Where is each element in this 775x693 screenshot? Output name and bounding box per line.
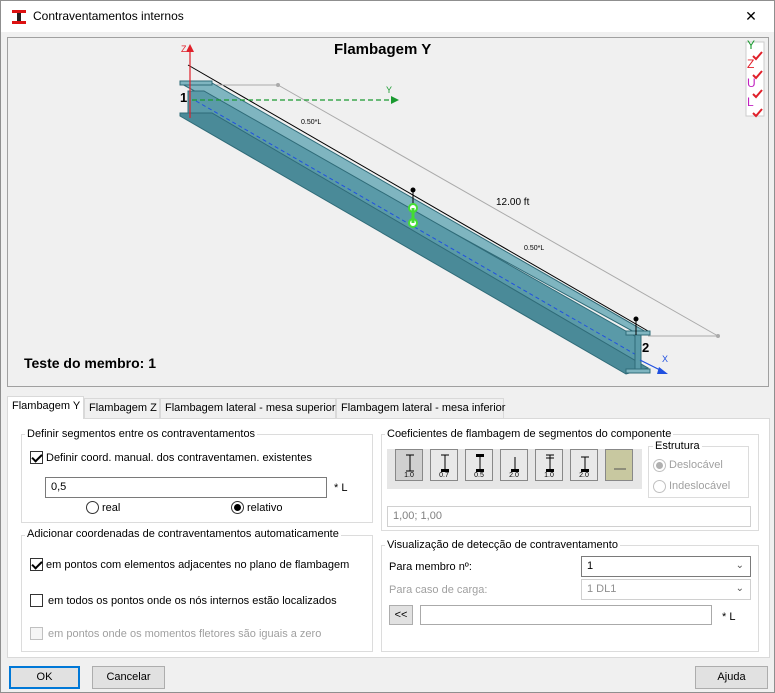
member-label: Para membro nº: xyxy=(389,561,472,573)
internal-nodes-label: em todos os pontos onde os nós internos estão localizados xyxy=(48,595,337,607)
radio-relative-label: relativo xyxy=(247,502,283,514)
coef-button-5[interactable]: 1.0 xyxy=(535,449,563,481)
coef-result-field: 1,00; 1,00 xyxy=(387,506,751,527)
manual-coords-label: Definir coord. manual. dos contraventamen. existentes xyxy=(46,452,312,464)
zero-moment-label: em pontos onde os momentos fletores são iguais a zero xyxy=(48,628,322,640)
coef-button-6[interactable]: 2.0 xyxy=(570,449,598,481)
back-button[interactable]: << xyxy=(389,605,413,625)
internal-nodes-checkbox[interactable] xyxy=(30,594,43,607)
ok-button[interactable]: OK xyxy=(9,666,80,689)
coords-unit: * L xyxy=(334,482,348,494)
radio-real[interactable] xyxy=(86,501,99,514)
tab-lateral-inferior[interactable]: Flambagem lateral - mesa inferior xyxy=(336,398,504,418)
help-button[interactable]: Ajuda xyxy=(695,666,768,689)
dim-right-label: 0.50*L xyxy=(524,245,545,252)
viewport-footer: Teste do membro: 1 xyxy=(24,355,156,371)
title-bar xyxy=(1,1,774,32)
radio-sway[interactable] xyxy=(653,459,666,472)
detect-input[interactable] xyxy=(420,605,712,625)
zero-moment-checkbox[interactable] xyxy=(30,627,43,640)
segments-group-title: Definir segmentos entre os contraventamentos xyxy=(27,428,256,440)
axis-y-label: Y xyxy=(386,85,393,95)
close-button[interactable]: ✕ xyxy=(745,8,757,24)
adjacent-label: em pontos com elementos adjacentes no plano de flambagem xyxy=(46,559,350,571)
beam-axis xyxy=(196,101,638,356)
radio-nonsway-label: Indeslocável xyxy=(669,480,731,492)
toggle-y[interactable]: Y xyxy=(747,38,756,52)
coef-button-2[interactable]: 0.7 xyxy=(430,449,458,481)
node-start-label: 1 xyxy=(180,90,188,105)
coef-button-3[interactable]: 0.5 xyxy=(465,449,493,481)
window-title: Contraventamentos internos xyxy=(33,9,184,23)
radio-nonsway[interactable] xyxy=(653,480,666,493)
dim-left-label: 0.50*L xyxy=(301,119,322,126)
manual-coords-checkbox[interactable] xyxy=(30,451,43,464)
coef-toolbar xyxy=(387,449,642,489)
detect-group-title: Visualização de detecção de contraventamento xyxy=(387,539,618,551)
toggle-u[interactable]: U xyxy=(747,76,756,90)
coords-input[interactable]: 0,5 xyxy=(45,477,327,498)
graphic-viewport[interactable] xyxy=(7,37,769,387)
loadcase-label: Para caso de carga: xyxy=(389,584,488,596)
coef-group-title: Coeficientes de flambagem de segmentos do componente xyxy=(387,428,672,440)
auto-coords-group-title: Adicionar coordenadas de contraventamentos automaticamente xyxy=(27,528,339,540)
adjacent-checkbox[interactable] xyxy=(30,558,43,571)
toggle-z[interactable]: Z xyxy=(747,57,755,71)
length-label: 12.00 ft xyxy=(496,197,530,208)
viewport-header: Flambagem Y xyxy=(334,41,432,58)
cancel-button[interactable]: Cancelar xyxy=(92,666,165,689)
coef-button-custom[interactable] xyxy=(605,449,633,481)
app-icon xyxy=(11,9,27,25)
radio-real-label: real xyxy=(102,502,121,514)
beam-bottom-flange xyxy=(180,113,648,374)
radio-relative[interactable] xyxy=(231,501,244,514)
toggle-l[interactable]: L xyxy=(747,95,754,109)
axis-x-label: X xyxy=(662,354,669,364)
axis-z-label: Z xyxy=(181,44,187,54)
detect-unit: * L xyxy=(722,611,736,623)
node-end-label: 2 xyxy=(642,340,650,355)
coef-button-1[interactable]: 1.0 xyxy=(395,449,423,481)
radio-sway-label: Deslocável xyxy=(669,459,723,471)
coef-button-4[interactable]: 2.0 xyxy=(500,449,528,481)
tab-flambagem-z[interactable]: Flambagem Z xyxy=(84,398,160,418)
member-select[interactable]: 1 ⌄ xyxy=(581,556,751,577)
structure-group-title: Estrutura xyxy=(655,440,700,452)
tab-flambagem-y[interactable]: Flambagem Y xyxy=(7,396,84,419)
loadcase-select[interactable]: 1 DL1 ⌄ xyxy=(581,579,751,600)
tab-lateral-superior[interactable]: Flambagem lateral - mesa superior xyxy=(160,398,336,418)
dimension-line xyxy=(188,65,648,331)
